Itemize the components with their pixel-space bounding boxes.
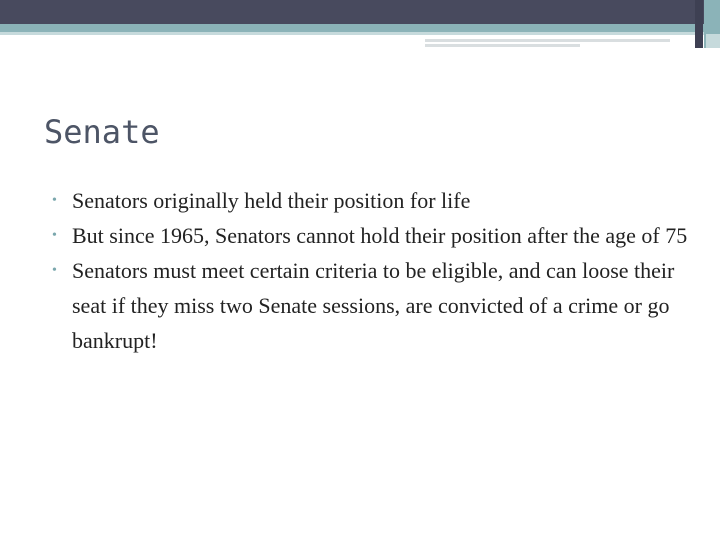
bullet-icon: • [52, 193, 57, 208]
bullet-item [52, 253, 692, 358]
bullet-icon: • [52, 263, 57, 278]
slide-title: Senate [44, 113, 160, 151]
bullet-text: Senators must meet certain criteria to be eligible, and can loose their seat if they miss two Senate sessions, are convicted of a crime or go bankrupt! [72, 258, 675, 353]
bullet-item [52, 218, 692, 253]
corner-accent-light [706, 34, 720, 48]
header-bar-teal [0, 24, 720, 32]
bullet-text: But since 1965, Senators cannot hold their position after the age of 75 [72, 223, 688, 248]
header-line-1 [425, 39, 670, 42]
header-line-2 [425, 44, 580, 47]
bullet-text: Senators originally held their position for life [72, 188, 471, 213]
bullet-icon: • [52, 228, 57, 243]
header-bar-dark [0, 0, 720, 24]
bullet-item [52, 183, 692, 218]
corner-accent-dark [695, 0, 703, 48]
bullet-list [52, 183, 692, 358]
